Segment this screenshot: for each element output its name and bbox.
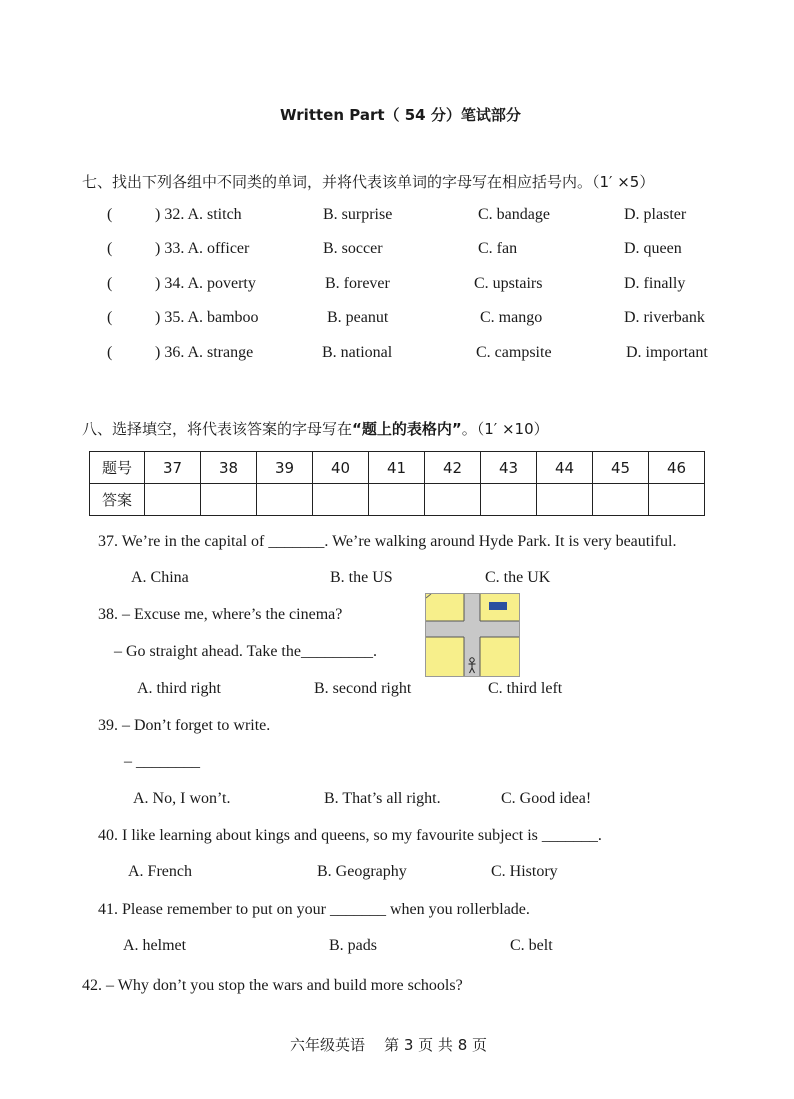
option-b: B. Geography bbox=[317, 863, 407, 880]
paren: ( bbox=[107, 240, 113, 257]
option-c: C. upstairs bbox=[474, 275, 543, 292]
option-b: B. national bbox=[322, 344, 393, 361]
option-c: C. mango bbox=[480, 309, 543, 326]
option-a: A. No, I won’t. bbox=[133, 790, 231, 807]
paren: ( bbox=[107, 309, 113, 326]
option-b: B. forever bbox=[325, 275, 390, 292]
answer-table bbox=[89, 451, 705, 516]
question-number-cell: 39 bbox=[257, 452, 313, 484]
section8-instruction bbox=[82, 418, 549, 439]
option-c: C. History bbox=[491, 863, 558, 880]
question-35: ) 35. A. bamboo bbox=[155, 309, 259, 326]
option-b: B. soccer bbox=[323, 240, 383, 257]
option-c: C. bandage bbox=[478, 206, 550, 223]
option-d: D. important bbox=[626, 344, 708, 361]
row-label-answer: 答案 bbox=[90, 484, 145, 516]
question-number-cell: 41 bbox=[369, 452, 425, 484]
table-row bbox=[90, 484, 705, 516]
instruction-emphasis: “题上的表格内” bbox=[352, 420, 462, 438]
option-b: B. pads bbox=[329, 937, 377, 954]
instruction-text: 八、选择填空，将代表该答案的字母写在 bbox=[82, 420, 353, 438]
cinema-building bbox=[489, 602, 507, 610]
paren: ( bbox=[107, 344, 113, 361]
option-d: D. riverbank bbox=[624, 309, 705, 326]
option-d: D. queen bbox=[624, 240, 682, 257]
option-b: B. peanut bbox=[327, 309, 389, 326]
question-41: 41. Please remember to put on your _______ when you rollerblade. bbox=[98, 901, 530, 918]
option-d: D. plaster bbox=[624, 206, 687, 223]
answer-cell[interactable] bbox=[313, 484, 369, 516]
question-number-cell: 37 bbox=[145, 452, 201, 484]
answer-cell[interactable] bbox=[425, 484, 481, 516]
question-number-cell: 45 bbox=[593, 452, 649, 484]
answer-cell[interactable] bbox=[257, 484, 313, 516]
answer-cell[interactable] bbox=[481, 484, 537, 516]
question-number-cell: 40 bbox=[313, 452, 369, 484]
page-title: Written Part（ 54 分）笔试部分 bbox=[280, 106, 521, 124]
answer-cell[interactable] bbox=[537, 484, 593, 516]
question-38: 38. – Excuse me, where’s the cinema? bbox=[98, 606, 343, 623]
answer-cell[interactable] bbox=[201, 484, 257, 516]
question-38-response: – Go straight ahead. Take the_________. bbox=[114, 643, 377, 660]
question-number-cell: 43 bbox=[481, 452, 537, 484]
question-number-cell: 44 bbox=[537, 452, 593, 484]
question-39-response: – ________ bbox=[124, 753, 200, 770]
question-number-cell: 42 bbox=[425, 452, 481, 484]
answer-cell[interactable] bbox=[369, 484, 425, 516]
question-39: 39. – Don’t forget to write. bbox=[98, 717, 271, 734]
question-number-cell: 38 bbox=[201, 452, 257, 484]
option-c: C. fan bbox=[478, 240, 518, 257]
answer-cell[interactable] bbox=[145, 484, 201, 516]
option-a: A. China bbox=[131, 569, 189, 586]
option-b: B. That’s all right. bbox=[324, 790, 441, 807]
answer-cell[interactable] bbox=[593, 484, 649, 516]
question-37: 37. We’re in the capital of _______. We’re walking around Hyde Park. It is very beautiful. bbox=[98, 533, 677, 550]
question-33: ) 33. A. officer bbox=[155, 240, 250, 257]
instruction-score: 。（1′ ×10） bbox=[461, 420, 549, 438]
option-b: B. second right bbox=[314, 680, 412, 697]
option-b: B. the US bbox=[330, 569, 393, 586]
option-a: A. French bbox=[128, 863, 192, 880]
row-label-number: 题号 bbox=[90, 452, 145, 484]
question-42: 42. – Why don’t you stop the wars and build more schools? bbox=[82, 977, 463, 994]
option-a: A. third right bbox=[137, 680, 221, 697]
section7-instruction: 七、找出下列各组中不同类的单词，并将代表该单词的字母写在相应括号内。（1′ ×5） bbox=[82, 173, 655, 191]
option-a: A. helmet bbox=[123, 937, 187, 954]
option-b: B. surprise bbox=[323, 206, 393, 223]
street-map-graphic bbox=[426, 594, 519, 676]
option-c: C. Good idea! bbox=[501, 790, 592, 807]
page-footer: 六年级英语 第 3 页 共 8 页 bbox=[290, 1036, 488, 1054]
answer-cell[interactable] bbox=[649, 484, 705, 516]
option-c: C. the UK bbox=[485, 569, 551, 586]
question-36: ) 36. A. strange bbox=[155, 344, 254, 361]
paren: ( bbox=[107, 206, 113, 223]
street-map bbox=[425, 593, 520, 677]
paren: ( bbox=[107, 275, 113, 292]
option-c: C. campsite bbox=[476, 344, 552, 361]
question-34: ) 34. A. poverty bbox=[155, 275, 256, 292]
question-32: ) 32. A. stitch bbox=[155, 206, 242, 223]
option-c: C. belt bbox=[510, 937, 553, 954]
question-number-cell: 46 bbox=[649, 452, 705, 484]
table-row bbox=[90, 452, 705, 484]
question-40: 40. I like learning about kings and queens, so my favourite subject is _______. bbox=[98, 827, 602, 844]
option-c: C. third left bbox=[488, 680, 563, 697]
option-d: D. finally bbox=[624, 275, 686, 292]
